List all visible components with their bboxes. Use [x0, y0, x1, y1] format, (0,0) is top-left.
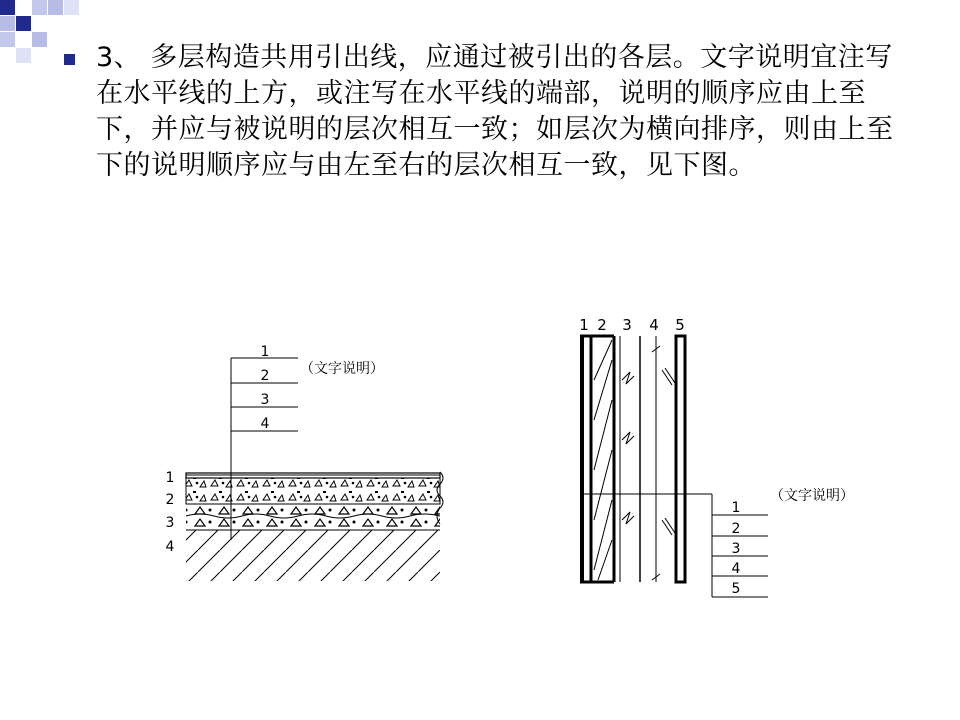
left-side-number: 4 — [165, 539, 175, 555]
left-leader-number: 3 — [260, 392, 270, 408]
left-side-number: 3 — [165, 515, 175, 531]
right-top-number: 5 — [675, 316, 685, 334]
right-note: （文字说明） — [770, 488, 854, 504]
right-leader-number: 4 — [731, 561, 741, 577]
left-side-number: 1 — [165, 470, 175, 486]
left-leader-number: 1 — [260, 344, 270, 360]
left-side-number: 2 — [165, 492, 175, 508]
right-top-number: 4 — [649, 316, 659, 334]
right-leader-number: 3 — [731, 541, 741, 557]
left-note: （文字说明） — [300, 361, 384, 377]
wall-layer-2-grain — [594, 340, 612, 580]
left-leader-number: 4 — [260, 416, 270, 432]
right-leader-number: 5 — [731, 581, 741, 597]
wall-layer-5 — [676, 336, 685, 582]
left-leader-number: 2 — [260, 368, 270, 384]
right-top-number: 3 — [622, 316, 632, 334]
slide-paragraph: 3、 多层构造共用引出线，应通过被引出的各层。文字说明宜注写在水平线的上方，或注写在水平线的端部，说明的顺序应由上至下，并应与被说明的层次相互一致；如层次为横向排序，则由上至下的说明顺序应与由左至右的层次相互一致，见下图。 — [96, 42, 894, 181]
right-top-number: 2 — [597, 316, 607, 334]
wall-layer-1 — [580, 336, 584, 582]
right-leader-number: 2 — [731, 521, 741, 537]
right-top-number: 1 — [579, 316, 589, 334]
right-leader-number: 1 — [731, 500, 741, 516]
